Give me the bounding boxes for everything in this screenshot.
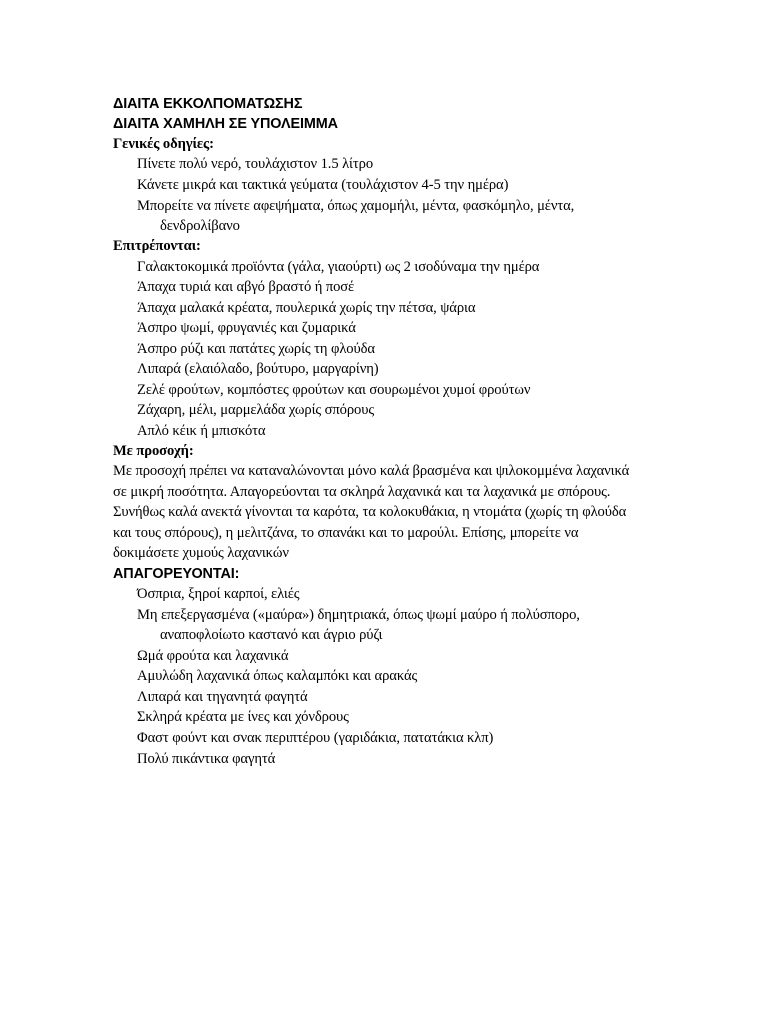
general-item-continuation: δενδρολίβανο xyxy=(160,218,240,234)
allowed-item: Λιπαρά (ελαιόλαδο, βούτυρο, μαργαρίνη) xyxy=(137,361,379,377)
caution-paragraph-line: σε μικρή ποσότητα. Απαγορεύονται τα σκληρά λαχανικά και τα λαχανικά με σπόρους. xyxy=(113,484,611,500)
general-heading: Γενικές οδηγίες: xyxy=(113,136,214,152)
forbidden-item: Μη επεξεργασμένα («μαύρα») δημητριακά, όπως ψωμί μαύρο ή πολύσπορο, xyxy=(137,607,580,623)
allowed-heading: Επιτρέπονται: xyxy=(113,238,201,254)
general-item: Κάνετε μικρά και τακτικά γεύματα (τουλάχιστον 4-5 την ημέρα) xyxy=(137,177,509,193)
forbidden-item: Λιπαρά και τηγανητά φαγητά xyxy=(137,689,308,705)
general-item: Μπορείτε να πίνετε αφεψήματα, όπως χαμομήλι, μέντα, φασκόμηλο, μέντα, xyxy=(137,198,575,214)
title-line-1: ΔΙΑΙΤΑ ΕΚΚΟΛΠΟΜΑΤΩΣΗΣ xyxy=(113,96,303,112)
forbidden-item: Όσπρια, ξηροί καρποί, ελιές xyxy=(137,586,300,602)
allowed-item: Άσπρο ψωμί, φρυγανιές και ζυμαρικά xyxy=(137,320,356,336)
title-line-2: ΔΙΑΙΤΑ ΧΑΜΗΛΗ ΣΕ ΥΠΟΛΕΙΜΜΑ xyxy=(113,116,338,132)
forbidden-item: Σκληρά κρέατα με ίνες και χόνδρους xyxy=(137,709,349,725)
forbidden-item: Αμυλώδη λαχανικά όπως καλαμπόκι και αρακάς xyxy=(137,668,418,684)
caution-paragraph-line: Με προσοχή πρέπει να καταναλώνονται μόνο καλά βρασμένα και ψιλοκομμένα λαχανικά xyxy=(113,463,630,479)
allowed-item: Απλό κέικ ή μπισκότα xyxy=(137,423,266,439)
forbidden-item-continuation: αναποφλοίωτο καστανό και άγριο ρύζι xyxy=(160,627,383,643)
forbidden-item: Πολύ πικάντικα φαγητά xyxy=(137,751,276,767)
general-item: Πίνετε πολύ νερό, τουλάχιστον 1.5 λίτρο xyxy=(137,156,374,172)
allowed-item: Γαλακτοκομικά προϊόντα (γάλα, γιαούρτι) ως 2 ισοδύναμα την ημέρα xyxy=(137,259,540,275)
forbidden-item: Φαστ φούντ και σνακ περιπτέρου (γαριδάκια, πατατάκια κλπ) xyxy=(137,730,494,746)
caution-paragraph-line: και τους σπόρους), η μελιτζάνα, το σπανάκι και το μαρούλι. Επίσης, μπορείτε να xyxy=(113,525,579,541)
allowed-item: Ζελέ φρούτων, κομπόστες φρούτων και σουρωμένοι χυμοί φρούτων xyxy=(137,382,531,398)
caution-paragraph-line: δοκιμάσετε χυμούς λαχανικών xyxy=(113,545,289,561)
allowed-item: Άπαχα μαλακά κρέατα, πουλερικά χωρίς την πέτσα, ψάρια xyxy=(137,300,476,316)
forbidden-item: Ωμά φρούτα και λαχανικά xyxy=(137,648,289,664)
allowed-item: Ζάχαρη, μέλι, μαρμελάδα χωρίς σπόρους xyxy=(137,402,375,418)
allowed-item: Άπαχα τυριά και αβγό βραστό ή ποσέ xyxy=(137,279,355,295)
forbidden-heading: ΑΠΑΓΟΡΕΥΟΝΤΑΙ: xyxy=(113,566,240,582)
caution-paragraph-line: Συνήθως καλά ανεκτά γίνονται τα καρότα, τα κολοκυθάκια, η ντομάτα (χωρίς τη φλούδα xyxy=(113,504,627,520)
allowed-item: Άσπρο ρύζι και πατάτες χωρίς τη φλούδα xyxy=(137,341,375,357)
caution-heading: Με προσοχή: xyxy=(113,443,194,459)
